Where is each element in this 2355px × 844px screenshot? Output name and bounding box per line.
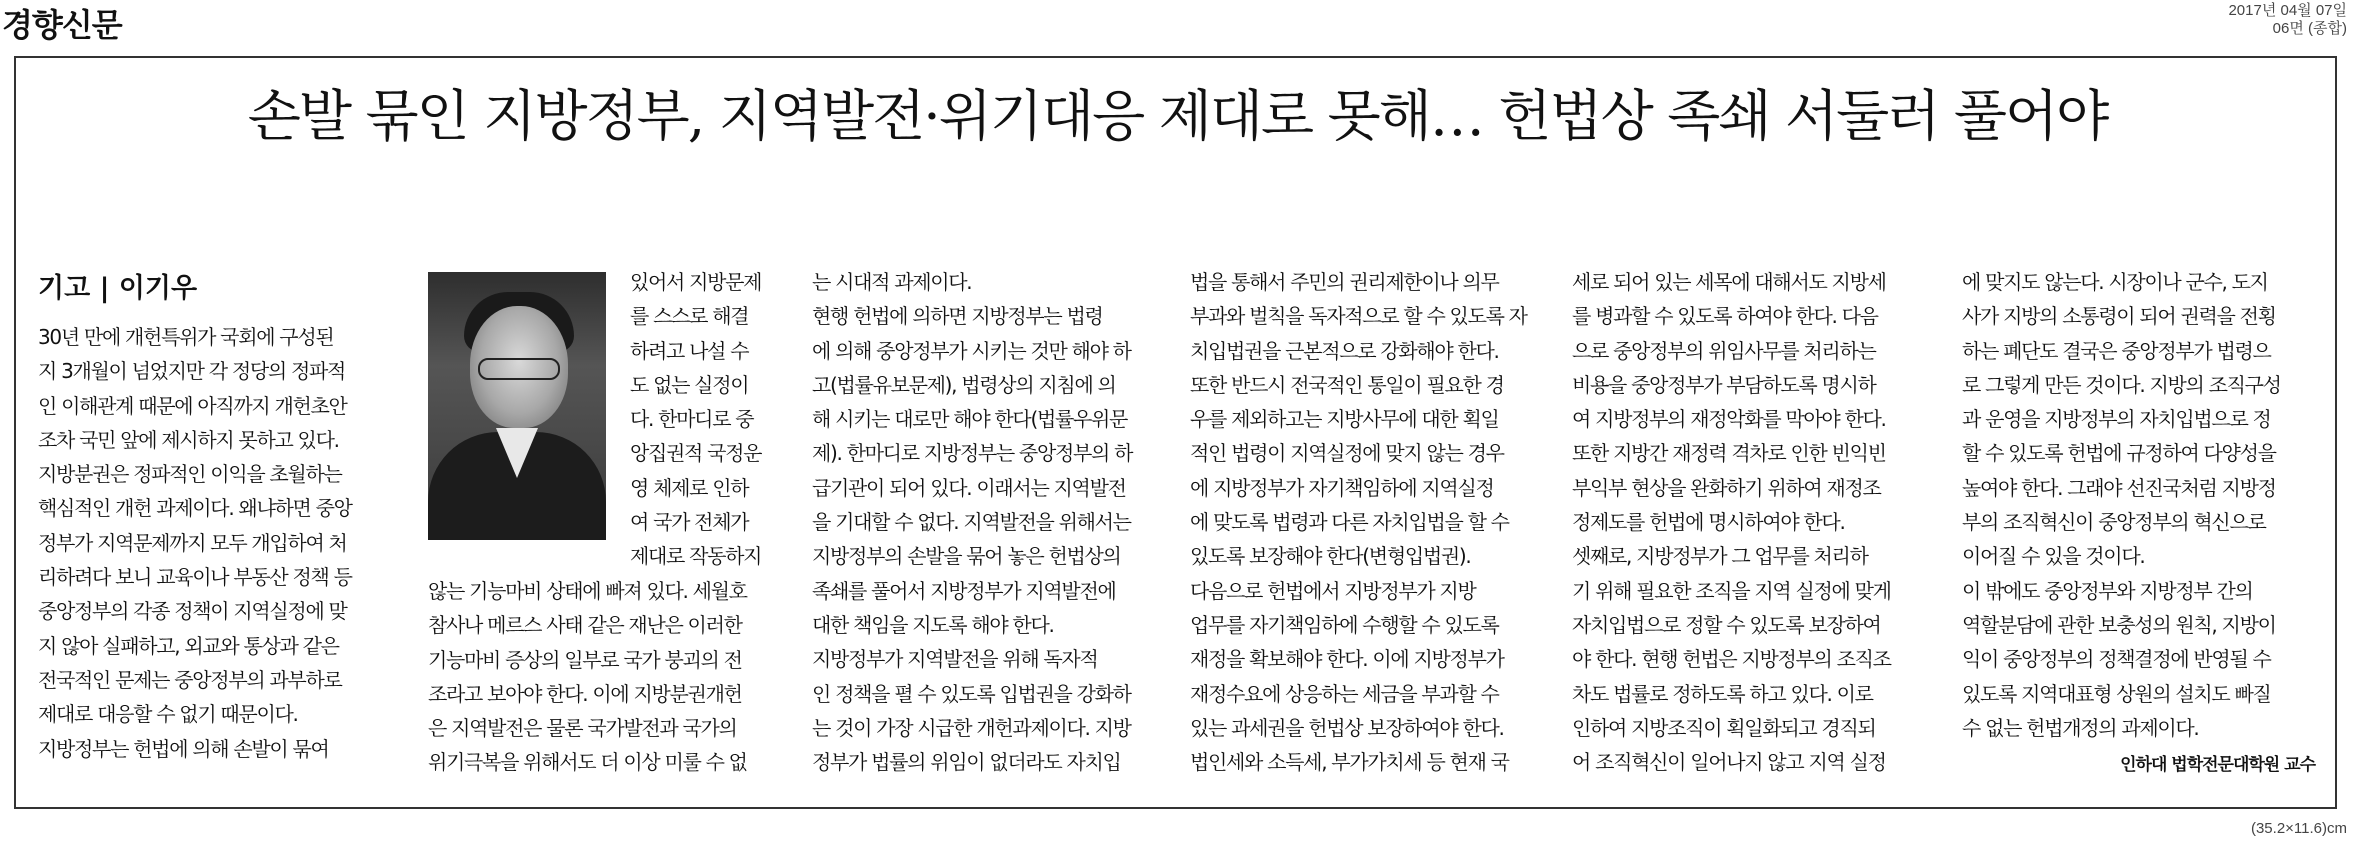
text-line: 부익부 현상을 완화하기 위하여 재정조	[1572, 475, 1881, 500]
text-line: 비용을 중앙정부가 부담하도록 명시하	[1572, 372, 1876, 397]
newspaper-masthead: 경향신문	[2, 6, 122, 44]
text-line: 법을 통해서 주민의 권리제한이나 의무	[1190, 270, 1499, 294]
text-line: 인하여 지방조직이 획일화되고 경직되	[1572, 715, 1876, 740]
text-line: 또한 지방간 재정력 격차로 인한 빈익빈	[1572, 441, 1886, 466]
text-line: 우를 제외하고는 지방사무에 대한 획일	[1190, 407, 1499, 432]
text-line: 현행 헌법에 의하면 지방정부는 법령	[812, 304, 1103, 329]
text-line: 을 기대할 수 없다. 지역발전을 위해서는	[812, 510, 1131, 535]
text-line: 치입법권을 근본적으로 강화해야 한다.	[1190, 338, 1499, 363]
text-line: 에 맞도록 법령과 다른 자치입법을 할 수	[1190, 510, 1509, 535]
text-line: 하는 폐단도 결국은 중앙정부가 법령으	[1962, 338, 2271, 363]
text-line: 는 시대적 과제이다.	[812, 270, 972, 294]
text-line: 영 체제로 인하	[630, 475, 749, 500]
text-line: 으로 중앙정부의 위임사무를 처리하는	[1572, 338, 1876, 363]
author-photo	[428, 272, 606, 540]
text-line: 를 병과할 수 있도록 하여야 한다. 다음	[1572, 304, 1878, 329]
text-line: 정부가 법률의 위임이 없더라도 자치입	[812, 750, 1121, 775]
text-line: 할 수 있도록 헌법에 규정하여 다양성을	[1962, 441, 2276, 466]
column-2-bottom	[428, 574, 794, 780]
text-line: 핵심적인 개헌 과제이다. 왜냐하면 중앙	[38, 496, 352, 521]
text-line: 또한 반드시 전국적인 통일이 필요한 경	[1190, 372, 1504, 397]
page-number: 06면 (종합)	[2272, 20, 2347, 37]
text-line: 높여야 한다. 그래야 선진국처럼 지방정	[1962, 475, 2276, 500]
text-line: 않는 기능마비 상태에 빠져 있다. 세월호	[428, 579, 747, 603]
column-5	[1572, 265, 1930, 779]
text-line: 에 맞지도 않는다. 시장이나 군수, 도지	[1962, 270, 2268, 294]
text-line: 있도록 지역대표형 상원의 설치도 빠질	[1962, 681, 2271, 706]
text-line: 정제도를 헌법에 명시하여야 한다.	[1572, 510, 1845, 535]
text-line: 참사나 메르스 사태 같은 재난은 이러한	[428, 613, 742, 638]
text-line: 기 위해 필요한 조직을 지역 실정에 맞게	[1572, 578, 1891, 603]
text-line: 위기극복을 위해서도 더 이상 미룰 수 없	[428, 750, 747, 775]
text-line: 조차 국민 앞에 제시하지 못하고 있다.	[38, 427, 339, 452]
text-line: 로 그렇게 만든 것이다. 지방의 조직구성	[1962, 372, 2281, 397]
text-line: 리하려다 보니 교육이나 부동산 정책 등	[38, 565, 352, 590]
text-line: 여 국가 전체가	[630, 510, 749, 535]
text-line: 하려고 나설 수	[630, 338, 749, 363]
text-line: 지방정부가 지역발전을 위해 독자적	[812, 647, 1098, 672]
text-line: 를 스스로 해결	[630, 304, 749, 329]
text-line: 고(법률유보문제), 법령상의 지침에 의	[812, 372, 1116, 397]
text-line: 사가 지방의 소통령이 되어 권력을 전횡	[1962, 304, 2276, 329]
text-line: 지 않아 실패하고, 외교와 통상과 같은	[38, 633, 339, 658]
text-line: 기능마비 증상의 일부로 국가 붕괴의 전	[428, 647, 742, 672]
text-line: 재정수요에 상응하는 세금을 부과할 수	[1190, 681, 1499, 706]
text-line: 있는 과세권을 헌법상 보장하여야 한다.	[1190, 715, 1504, 740]
text-line: 제대로 작동하지	[630, 544, 762, 569]
text-line: 지방정부는 헌법에 의해 손발이 묶여	[38, 736, 329, 761]
text-line: 익이 중앙정부의 정책결정에 반영될 수	[1962, 647, 2271, 672]
text-line: 에 의해 중앙정부가 시키는 것만 해야 하	[812, 338, 1131, 363]
text-line: 정부가 지역문제까지 모두 개입하여 처	[38, 530, 347, 555]
text-line: 지 3개월이 넘었지만 각 정당의 정파적	[38, 359, 346, 384]
text-line: 는 것이 가장 시급한 개헌과제이다. 지방	[812, 715, 1131, 740]
text-line: 지방정부의 손발을 묶어 놓은 헌법상의	[812, 544, 1121, 569]
text-line: 조라고 보아야 한다. 이에 지방분권개헌	[428, 681, 742, 706]
column-1	[38, 320, 403, 766]
column-6	[1962, 265, 2318, 745]
text-line: 야 한다. 현행 헌법은 지방정부의 조직조	[1572, 647, 1891, 672]
article-size-note: (35.2×11.6)cm	[2250, 820, 2347, 837]
article-byline: 기고 | 이기우	[38, 273, 198, 304]
text-line: 앙집권적 국정운	[630, 441, 762, 466]
text-line: 자치입법으로 정할 수 있도록 보장하여	[1572, 612, 1881, 637]
author-affiliation: 인하대 법학전문대학원 교수	[2120, 755, 2315, 775]
text-line: 이어질 수 있을 것이다.	[1962, 544, 2145, 569]
text-line: 제대로 대응할 수 없기 때문이다.	[38, 702, 298, 727]
text-line: 30년 만에 개헌특위가 국회에 구성된	[38, 325, 334, 349]
text-line: 부과와 벌칙을 독자적으로 할 수 있도록 자	[1190, 304, 1527, 329]
column-3	[812, 265, 1168, 779]
text-line: 급기관이 되어 있다. 이래서는 지역발전	[812, 475, 1126, 500]
text-line: 부의 조직혁신이 중앙정부의 혁신으로	[1962, 510, 2266, 535]
column-4	[1190, 265, 1548, 779]
text-line: 과 운영을 지방정부의 자치입법으로 정	[1962, 407, 2271, 432]
text-line: 세로 되어 있는 세목에 대해서도 지방세	[1572, 270, 1886, 294]
text-line: 재정을 확보해야 한다. 이에 지방정부가	[1190, 647, 1504, 672]
text-line: 인 정책을 펼 수 있도록 입법권을 강화하	[812, 681, 1131, 706]
column-2-top	[630, 265, 792, 574]
text-line: 다. 한마디로 중	[630, 407, 754, 432]
text-line: 족쇄를 풀어서 지방정부가 지역발전에	[812, 578, 1116, 603]
text-line: 있어서 지방문제	[630, 270, 762, 294]
text-line: 인 이해관계 때문에 아직까지 개헌초안	[38, 393, 347, 418]
text-line: 제). 한마디로 지방정부는 중앙정부의 하	[812, 441, 1133, 466]
article-headline: 손발 묶인 지방정부, 지역발전·위기대응 제대로 못해… 헌법상 족쇄 서둘러 풀어야	[247, 84, 2108, 148]
author-glasses	[478, 358, 560, 380]
text-line: 지방분권은 정파적인 이익을 초월하는	[38, 462, 342, 487]
text-line: 적인 법령이 지역실정에 맞지 않는 경우	[1190, 441, 1504, 466]
publication-date: 2017년 04월 07일	[2228, 2, 2347, 19]
text-line: 대한 책임을 지도록 해야 한다.	[812, 612, 1054, 637]
text-line: 전국적인 문제는 중앙정부의 과부하로	[38, 667, 342, 692]
text-line: 에 지방정부가 자기책임하에 지역실정	[1190, 475, 1494, 500]
text-line: 역할분담에 관한 보충성의 원칙, 지방이	[1962, 612, 2276, 637]
text-line: 은 지역발전은 물론 국가발전과 국가의	[428, 716, 737, 741]
text-line: 해 시키는 대로만 해야 한다(법률우위문	[812, 407, 1128, 432]
text-line: 업무를 자기책임하에 수행할 수 있도록	[1190, 612, 1499, 637]
text-line: 수 없는 헌법개정의 과제이다.	[1962, 715, 2199, 740]
text-line: 법인세와 소득세, 부가가치세 등 현재 국	[1190, 750, 1509, 775]
text-line: 이 밖에도 중앙정부와 지방정부 간의	[1962, 578, 2253, 603]
text-line: 어 조직혁신이 일어나지 않고 지역 실정	[1572, 750, 1886, 775]
text-line: 다음으로 헌법에서 지방정부가 지방	[1190, 578, 1476, 603]
text-line: 중앙정부의 각종 정책이 지역실정에 맞	[38, 599, 347, 624]
text-line: 있도록 보장해야 한다(변형입법권).	[1190, 544, 1471, 569]
dateline	[2228, 2, 2347, 38]
text-line: 셋째로, 지방정부가 그 업무를 처리하	[1572, 544, 1868, 569]
text-line: 여 지방정부의 재정악화를 막아야 한다.	[1572, 407, 1886, 432]
text-line: 도 없는 실정이	[630, 372, 749, 397]
text-line: 차도 법률로 정하도록 하고 있다. 이로	[1572, 681, 1873, 706]
